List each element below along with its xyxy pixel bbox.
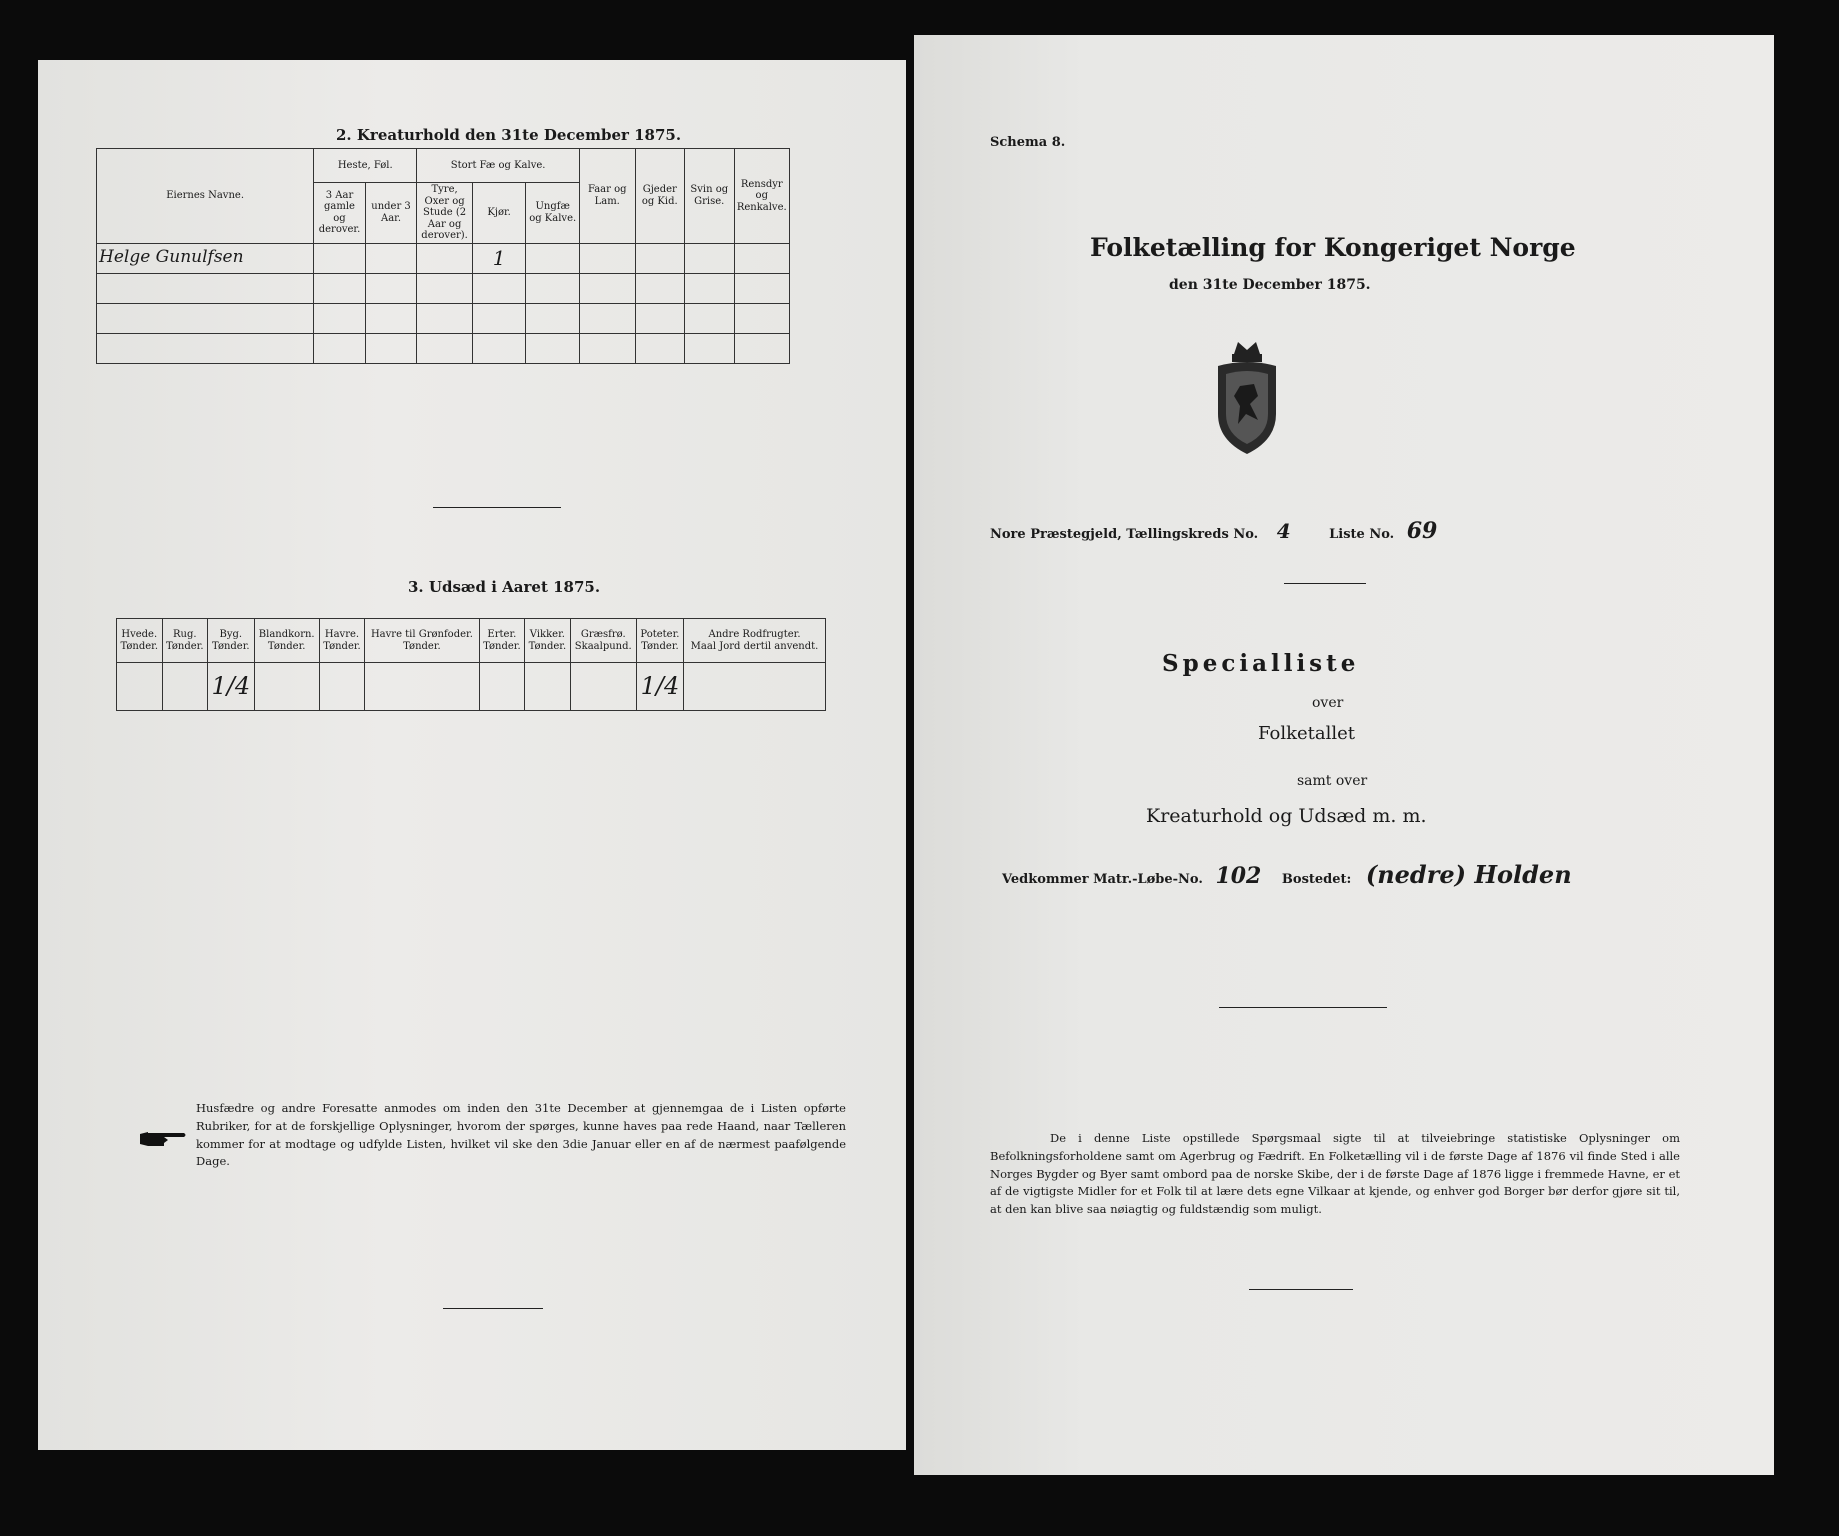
table-row bbox=[97, 333, 790, 363]
col-erter: Erter. Tønder. bbox=[479, 619, 525, 663]
coat-of-arms-icon bbox=[1206, 340, 1288, 458]
divider bbox=[1284, 583, 1366, 584]
special-list-title: Specialliste bbox=[1162, 650, 1360, 677]
col-byg: Byg. Tønder. bbox=[208, 619, 255, 663]
livestock-section-title: 2. Kreaturhold den 31te December 1875. bbox=[336, 126, 682, 144]
col-cattle: Stort Fæ og Kalve. bbox=[417, 149, 580, 183]
divider bbox=[1249, 1289, 1353, 1290]
divider bbox=[443, 1308, 543, 1309]
col-cows: Kjør. bbox=[472, 183, 526, 244]
col-sheep: Faar og Lam. bbox=[579, 149, 635, 244]
livestock-table bbox=[96, 148, 790, 364]
bosted-value: (nedre) Holden bbox=[1365, 860, 1572, 889]
divider bbox=[1219, 1007, 1387, 1008]
col-pigs: Svin og Grise. bbox=[685, 149, 735, 244]
col-hvede: Hvede. Tønder. bbox=[117, 619, 163, 663]
col-young-cattle: Ungfæ og Kalve. bbox=[526, 183, 580, 244]
explanation-text: De i denne Liste opstillede Spørgsmaal sigte til at tilveiebringe statistiske Oplysninger om Befolkningsforholdene samt om Agerbrug og Fædrift. En Folketælling vil i de første Dage af 1876 vil finde Sted i alle Norges Bygder og Byer samt ombord paa de norske Skibe, der i de første Dage af 1876 ligge i fremmede Havne, er et af de vigtigste Midler for et Folk til at lære dets egne Vilkaar at kjende, og enhver god Borger bør derfor gjøre sit til, at den kan blive saa nøiagtig og fuldstændig som muligt. bbox=[990, 1131, 1680, 1217]
byg-value: 1/4 bbox=[208, 663, 255, 711]
seed-table bbox=[116, 618, 826, 711]
folketallet-text: Folketallet bbox=[1258, 723, 1356, 744]
list-label: Liste No. bbox=[1329, 527, 1395, 542]
col-poteter: Poteter. Tønder. bbox=[636, 619, 683, 663]
col-horses-young: under 3 Aar. bbox=[365, 183, 417, 244]
household-notice: Husfædre og andre Foresatte anmodes om inden den 31te December at gjennemgaa de i Listen opførte Rubriker, for at de forskjellige Oplysninger, hvorom der spørges, kunne haves paa rede Haand, naar Tælleren kommer for at modtage og udfylde Listen, hvilket vil ske den 3die Januar eller en af de nærmest paafølgende Dage. bbox=[196, 1101, 846, 1169]
parish-line bbox=[990, 518, 1437, 544]
schema-label: Schema 8. bbox=[990, 135, 1066, 150]
parish-label: Nore Præstegjeld, Tællingskreds No. bbox=[990, 527, 1259, 542]
col-owner: Eiernes Navne. bbox=[97, 149, 314, 244]
table-row bbox=[97, 243, 790, 273]
col-reindeer: Rensdyr og Renkalve. bbox=[734, 149, 789, 244]
left-page bbox=[38, 60, 906, 1450]
col-bulls: Tyre, Oxer og Stude (2 Aar og derover). bbox=[417, 183, 473, 244]
owner-name: Helge Gunulfsen bbox=[97, 243, 314, 273]
list-number: 69 bbox=[1406, 518, 1438, 544]
col-horses-old: 3 Aar gamle og derover. bbox=[314, 183, 366, 244]
samt-over-text: samt over bbox=[1297, 773, 1368, 789]
col-blandkorn: Blandkorn. Tønder. bbox=[254, 619, 319, 663]
col-graesfro: Græsfrø. Skaalpund. bbox=[570, 619, 636, 663]
table-row bbox=[117, 663, 826, 711]
matr-label: Vedkommer Matr.-Løbe-No. bbox=[1002, 872, 1203, 887]
col-vikker: Vikker. Tønder. bbox=[525, 619, 571, 663]
col-havre-gron: Havre til Grønfoder. Tønder. bbox=[365, 619, 479, 663]
col-andre: Andre Rodfrugter. Maal Jord dertil anvendt. bbox=[683, 619, 825, 663]
col-horses: Heste, Føl. bbox=[314, 149, 417, 183]
table-row bbox=[97, 303, 790, 333]
bosted-label: Bostedet: bbox=[1281, 872, 1352, 887]
divider bbox=[433, 507, 561, 508]
cows-count: 1 bbox=[472, 243, 526, 273]
seed-section-title: 3. Udsæd i Aaret 1875. bbox=[408, 578, 601, 596]
census-title: Folketælling for Kongeriget Norge bbox=[1090, 233, 1576, 262]
over-text-1: over bbox=[1312, 695, 1344, 711]
poteter-value: 1/4 bbox=[636, 663, 683, 711]
kreaturhold-text: Kreaturhold og Udsæd m. m. bbox=[1146, 805, 1427, 827]
district-number: 4 bbox=[1276, 519, 1291, 543]
col-rug: Rug. Tønder. bbox=[162, 619, 208, 663]
table-row bbox=[97, 273, 790, 303]
matr-number: 102 bbox=[1215, 863, 1262, 889]
pointing-hand-icon bbox=[138, 1128, 188, 1150]
right-page bbox=[914, 35, 1774, 1475]
census-date: den 31te December 1875. bbox=[1169, 277, 1371, 293]
col-havre: Havre. Tønder. bbox=[319, 619, 365, 663]
col-goats: Gjeder og Kid. bbox=[635, 149, 685, 244]
matrikel-line bbox=[1002, 860, 1572, 889]
